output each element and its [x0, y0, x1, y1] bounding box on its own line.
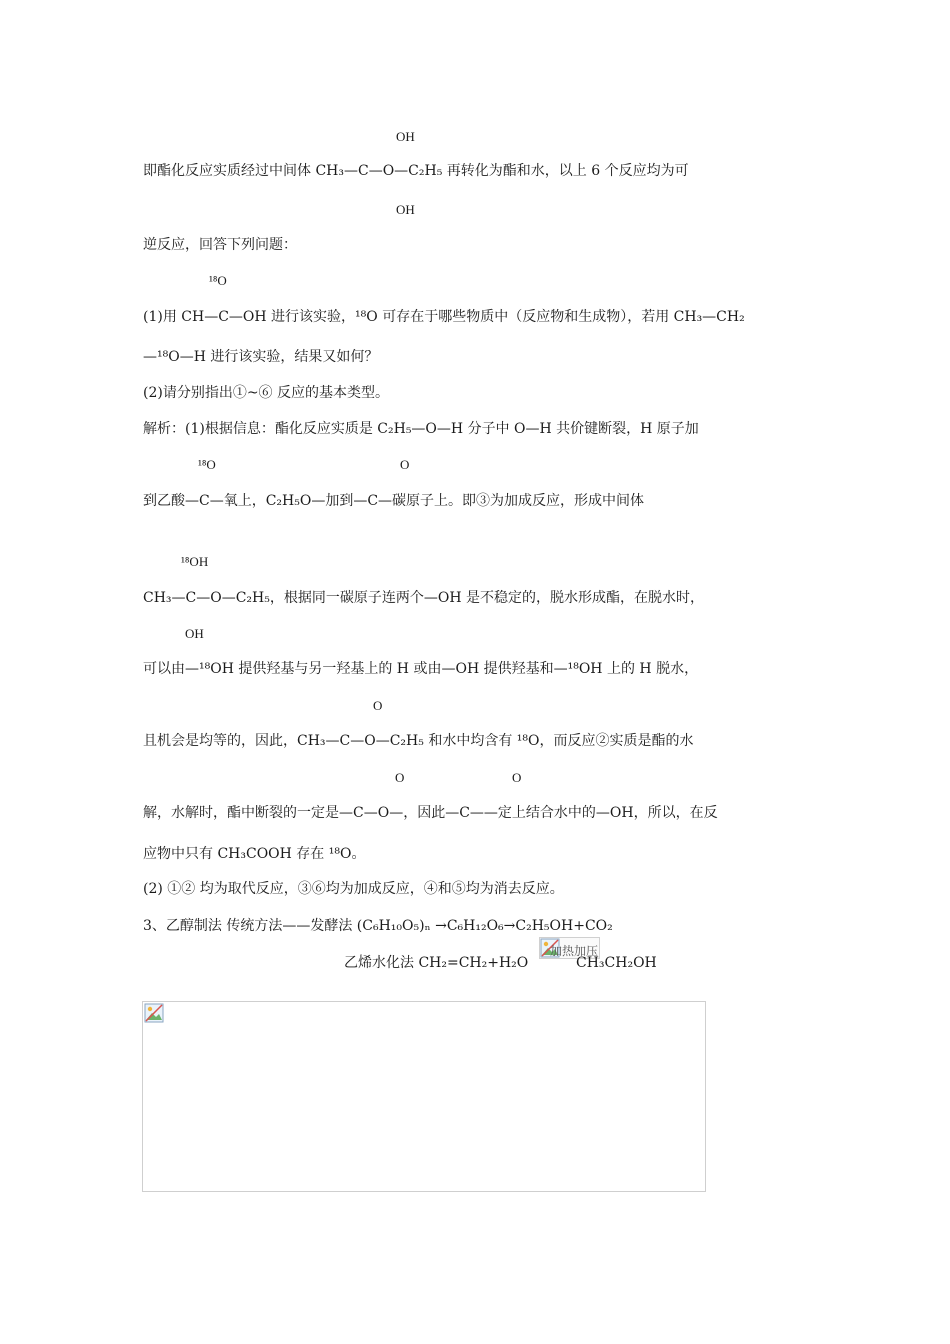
- text-line: 即酯化反应实质经过中间体 CH₃—C—O—C₂H₅ 再转化为酯和水，以上 6 个反应均为可: [143, 163, 689, 179]
- text-line: (2) ①② 均为取代反应，③⑥均为加成反应，④和⑤均为消去反应。: [143, 881, 564, 897]
- formula-annotation: O: [400, 457, 410, 472]
- formula-annotation: ¹⁸OH: [181, 554, 209, 569]
- text-line: (1)用 CH—C—OH 进行该实验，¹⁸O 可存在于哪些物质中（反应物和生成物），若用 CH₃—CH₂: [143, 309, 745, 325]
- broken-image-icon: [144, 1003, 164, 1023]
- text-line: 且机会是均等的，因此，CH₃—C—O—C₂H₅ 和水中均含有 ¹⁸O，而反应②实质是酯的水: [143, 733, 694, 749]
- text-line: 逆反应，回答下列问题：: [143, 237, 297, 253]
- text-line: CH₃—C—O—C₂H₅，根据同一碳原子连两个—OH 是不稳定的，脱水形成酯，在脱水时，: [143, 590, 705, 606]
- text-line: 解，水解时，酯中断裂的一定是—C—O—，因此—C——定上结合水中的—OH，所以，在反: [143, 805, 718, 821]
- formula-annotation: O: [373, 698, 383, 713]
- text-line: 3、乙醇制法 传统方法——发酵法 (C₆H₁₀O₅)ₙ →C₆H₁₂O₆→C₂H₅OH+CO₂: [143, 918, 613, 934]
- text-line: 到乙酸—C—氧上，C₂H₅O—加到—C—碳原子上。即③为加成反应，形成中间体: [143, 493, 645, 509]
- text-line: 乙烯水化法 CH₂=CH₂+H₂O: [344, 955, 529, 971]
- formula-annotation: OH: [396, 129, 415, 144]
- formula-annotation: ¹⁸O: [198, 457, 216, 472]
- text-line: 可以由—¹⁸OH 提供羟基与另一羟基上的 H 或由—OH 提供羟基和—¹⁸OH 上的 H 脱水，: [143, 661, 699, 677]
- formula-annotation: O: [395, 770, 405, 785]
- text-line: CH₃CH₂OH: [576, 955, 657, 971]
- formula-annotation: OH: [396, 202, 415, 217]
- text-line: 解析：(1)根据信息：酯化反应实质是 C₂H₅—O—H 分子中 O—H 共价键断裂，H 原子加: [143, 421, 699, 437]
- reaction-condition-label: 加热加压: [550, 944, 599, 958]
- image-placeholder-frame: [142, 1001, 706, 1192]
- formula-annotation: OH: [185, 626, 204, 641]
- text-line: 应物中只有 CH₃COOH 存在 ¹⁸O。: [143, 846, 366, 862]
- text-line: (2)请分别指出①~⑥ 反应的基本类型。: [143, 385, 390, 401]
- text-line: —¹⁸O—H 进行该实验，结果又如何？: [143, 349, 379, 365]
- formula-annotation: O: [512, 770, 522, 785]
- formula-annotation: ¹⁸O: [209, 273, 227, 288]
